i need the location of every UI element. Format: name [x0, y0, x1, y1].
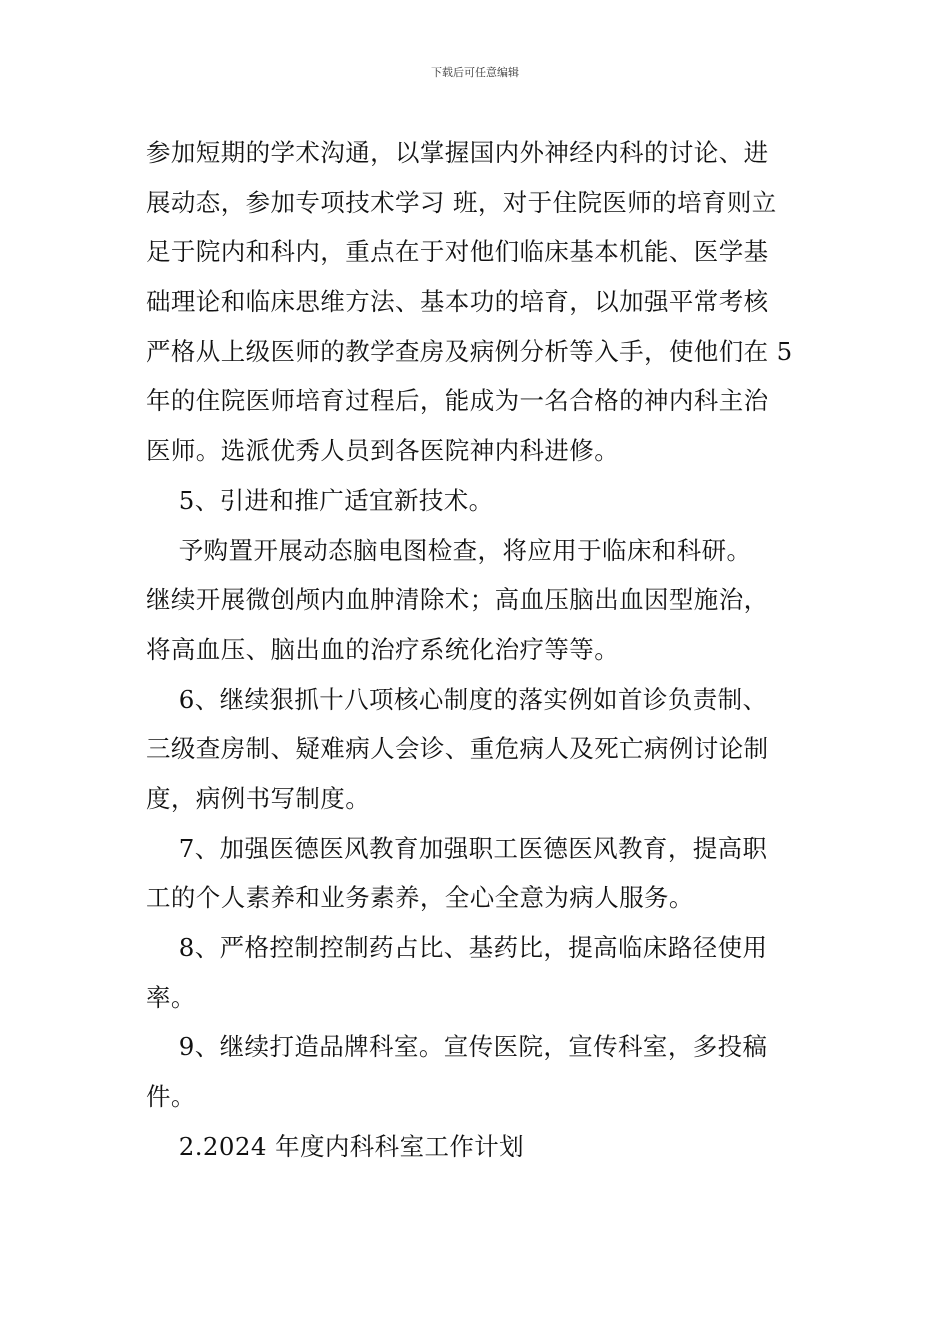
text-line: 予购置开展动态脑电图检查，将应用于临床和科研。 — [146, 535, 752, 565]
section-8-line: 8、严格控制控制药占比、基药比，提高临床路径使用 — [146, 933, 768, 962]
text-line: 件。 — [146, 1082, 196, 1112]
section-5-heading: 5、引进和推广适宜新技术。 — [146, 485, 494, 515]
text-line: 参加短期的学术沟通，以掌握国内外神经内科的讨论、进 — [146, 138, 769, 167]
section-9-line: 9、继续打造品牌科室。宣传医院，宣传科室，多投稿 — [146, 1032, 768, 1062]
section-2-heading: 2.2024 年度内科科室工作计划 — [146, 1131, 525, 1161]
text-line: 足于院内和科内，重点在于对他们临床基本机能、医学基 — [146, 237, 769, 267]
text-line: 年的住院医师培育过程后，能成为一名合格的神内科主治 — [146, 386, 769, 416]
section-7-line: 7、加强医德医风教育加强职工医德医风教育，提高职 — [146, 833, 768, 863]
text-line: 展动态，参加专项技术学习 班，对于住院医师的培育则立 — [146, 187, 777, 217]
document-body — [146, 128, 808, 1171]
text-line: 三级查房制、疑难病人会诊、重危病人及死亡病例讨论制 — [146, 734, 769, 764]
text-line: 础理论和临床思维方法、基本功的培育，以加强平常考核 — [146, 287, 769, 317]
text-line: 工的个人素养和业务素养，全心全意为病人服务。 — [146, 883, 694, 913]
text-line: 医师。选派优秀人员到各医院神内科进修。 — [146, 436, 620, 466]
text-line: 度，病例书写制度。 — [146, 783, 371, 813]
text-line: 继续开展微创颅内血肿清除术；高血压脑出血因型施治， — [146, 585, 769, 615]
section-6-line: 6、继续狠抓十八项核心制度的落实例如首诊负责制、 — [146, 684, 768, 714]
text-line: 率。 — [146, 982, 196, 1012]
text-line: 严格从上级医师的教学查房及病例分析等入手，使他们在 5 — [146, 336, 793, 366]
text-line: 将高血压、脑出血的治疗系统化治疗等等。 — [146, 634, 620, 664]
header-note: 下载后可任意编辑 — [431, 66, 519, 79]
